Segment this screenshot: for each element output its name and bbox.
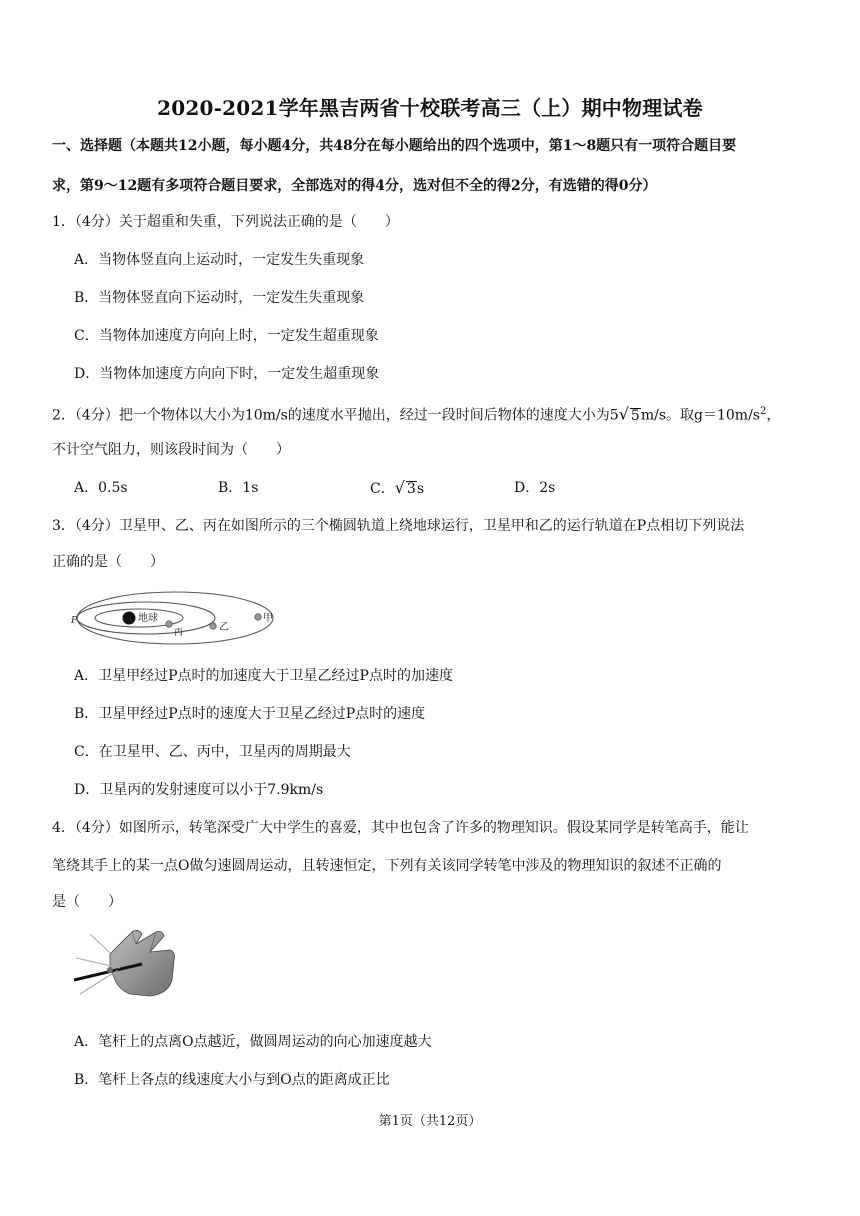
earth-icon <box>123 612 136 625</box>
q2-stem-part1: 2．（4分）把一个物体以大小为10m/s的速度水平抛出，经过一段时间后物体的速度大小为5 <box>52 407 619 424</box>
point-o-icon <box>107 967 113 973</box>
bing-label: 丙 <box>174 628 184 638</box>
q4-stem-line1: 4．（4分）如图所示，转笔深受广大中学生的喜爱，其中也包含了许多的物理知识。假设某同学是转笔高手，能让 <box>52 820 749 836</box>
q4-option-a: A．笔杆上的点离O点越近，做圆周运动的向心加速度越大 <box>74 1034 432 1050</box>
q3-option-b: B．卫星甲经过P点时的速度大于卫星乙经过P点时的速度 <box>74 706 426 722</box>
q2-option-d: D．2s <box>514 480 556 496</box>
satellite-yi-icon <box>210 623 216 629</box>
q2-stem <box>52 402 820 426</box>
q2-option-a: A．0.5s <box>74 480 128 496</box>
q3-option-d: D．卫星丙的发射速度可以小于7.9km/s <box>74 782 324 798</box>
q3-option-a: A．卫星甲经过P点时的加速度大于卫星乙经过P点时的加速度 <box>74 668 453 684</box>
q4-stem-line3: 是（ ） <box>52 894 122 910</box>
q2-stem-part3: ， <box>766 407 781 424</box>
pen-spinning-hand-image <box>70 924 180 1004</box>
q4-stem-line2: 笔绕其手上的某一点O做匀速圆周运动，且转速恒定，下列有关该同学转笔中涉及的物理知识的叙述不正确的 <box>52 858 722 874</box>
page-footer: 第1页（共12页） <box>378 1114 482 1129</box>
jia-label: 甲 <box>263 613 273 624</box>
section-instructions-line2: 求，第9～12题有多项符合题目要求，全部选对的得4分，选对但不全的得2分，有选错的得0分） <box>52 178 657 194</box>
q1-option-a: A．当物体竖直向上运动时，一定发生失重现象 <box>74 252 365 268</box>
point-p-label: P <box>71 616 78 626</box>
satellite-jia-icon <box>255 614 261 620</box>
q2-stem-part2: m/s。取g＝10m/s <box>640 407 760 424</box>
yi-label: 乙 <box>219 622 229 633</box>
hand-shape <box>110 930 175 996</box>
q2-option-c-label: C． <box>370 481 395 497</box>
q2-exponent: 2 <box>759 406 767 417</box>
q3-stem-line1: 3．（4分）卫星甲、乙、丙在如图所示的三个椭圆轨道上绕地球运行，卫星甲和乙的运行轨道在P点相切下列说法 <box>52 518 745 534</box>
q2-option-c-radicand: 3 <box>406 481 416 497</box>
q2-option-b: B．1s <box>218 480 259 496</box>
q2-option-c-unit: s <box>416 481 425 497</box>
q2-option-c <box>370 478 424 499</box>
satellite-orbit-diagram <box>70 588 290 658</box>
q2-radicand: 5 <box>630 407 640 424</box>
section-instructions-line1: 一、选择题（本题共12小题，每小题4分，共48分在每小题给出的四个选项中，第1～8题只有一项符合题目要 <box>52 138 737 154</box>
q1-stem: 1．（4分）关于超重和失重，下列说法正确的是（ ） <box>52 214 399 230</box>
q1-option-c: C．当物体加速度方向向上时，一定发生超重现象 <box>74 328 379 344</box>
q2-stem-line2: 不计空气阻力，则该段时间为（ ） <box>52 442 290 458</box>
q1-option-b: B．当物体竖直向下运动时，一定发生失重现象 <box>74 290 365 306</box>
q4-option-b: B．笔杆上各点的线速度大小与到O点的距离成正比 <box>74 1072 390 1088</box>
q3-stem-line2: 正确的是（ ） <box>52 554 164 570</box>
sqrt-icon: √ <box>618 404 629 424</box>
exam-title: 2020-2021学年黑吉两省十校联考高三（上）期中物理试卷 <box>157 96 703 120</box>
satellite-bing-icon <box>166 621 172 627</box>
q3-option-c: C．在卫星甲、乙、丙中，卫星丙的周期最大 <box>74 744 351 760</box>
sqrt-icon: √ <box>394 478 405 497</box>
earth-label: 地球 <box>138 613 158 624</box>
q1-option-d: D．当物体加速度方向向下时，一定发生超重现象 <box>74 366 380 382</box>
